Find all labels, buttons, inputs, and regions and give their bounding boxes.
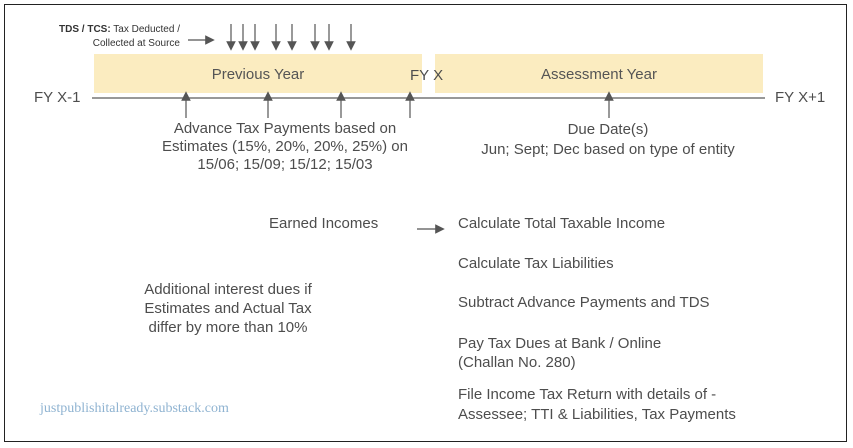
advance-tax-arrows bbox=[186, 96, 410, 118]
interest-note-line1: Additional interest dues if bbox=[144, 281, 312, 298]
due-date-line2: Jun; Sept; Dec based on type of entity bbox=[481, 141, 735, 158]
due-date-line1: Due Date(s) bbox=[567, 121, 649, 138]
interest-note bbox=[118, 280, 338, 337]
step-file-return-line2: Assessee; TTI & Liabilities, Tax Payments bbox=[458, 406, 736, 423]
advance-tax-line2: Estimates (15%, 20%, 20%, 25%) on bbox=[162, 138, 408, 155]
due-date-text bbox=[448, 120, 768, 160]
tds-label bbox=[30, 23, 180, 51]
step-calculate-income: Calculate Total Taxable Income bbox=[458, 215, 666, 232]
earned-incomes-label: Earned Incomes bbox=[269, 215, 379, 232]
tds-down-arrows bbox=[231, 24, 351, 46]
fy-start-label: FY X-1 bbox=[34, 89, 81, 106]
step-pay-tax-line2: (Challan No. 280) bbox=[458, 354, 576, 371]
tds-label-line1: Tax Deducted / bbox=[110, 24, 180, 35]
advance-tax-line1: Advance Tax Payments based on bbox=[173, 120, 397, 137]
step-calculate-liabilities: Calculate Tax Liabilities bbox=[458, 255, 614, 272]
tds-label-line2: Collected at Source bbox=[92, 38, 180, 49]
fy-end-label: FY X+1 bbox=[775, 89, 826, 106]
assessment-year-label: Assessment Year bbox=[541, 66, 657, 83]
step-pay-tax bbox=[458, 334, 661, 372]
watermark-link[interactable]: justpublishitalready.substack.com bbox=[40, 401, 229, 416]
advance-tax-line3: 15/06; 15/09; 15/12; 15/03 bbox=[197, 156, 373, 173]
step-pay-tax-line1: Pay Tax Dues at Bank / Online bbox=[458, 335, 662, 352]
step-file-return-line1: File Income Tax Return with details of - bbox=[458, 386, 717, 403]
previous-year-label: Previous Year bbox=[211, 66, 305, 83]
step-file-return bbox=[458, 385, 736, 425]
interest-note-line2: Estimates and Actual Tax bbox=[144, 300, 312, 317]
advance-tax-text bbox=[130, 120, 440, 174]
step-subtract-payments: Subtract Advance Payments and TDS bbox=[458, 294, 710, 311]
fy-middle-label: FY X bbox=[410, 67, 444, 84]
interest-note-line3: differ by more than 10% bbox=[148, 319, 308, 336]
tds-label-bold: TDS / TCS: bbox=[59, 24, 111, 35]
